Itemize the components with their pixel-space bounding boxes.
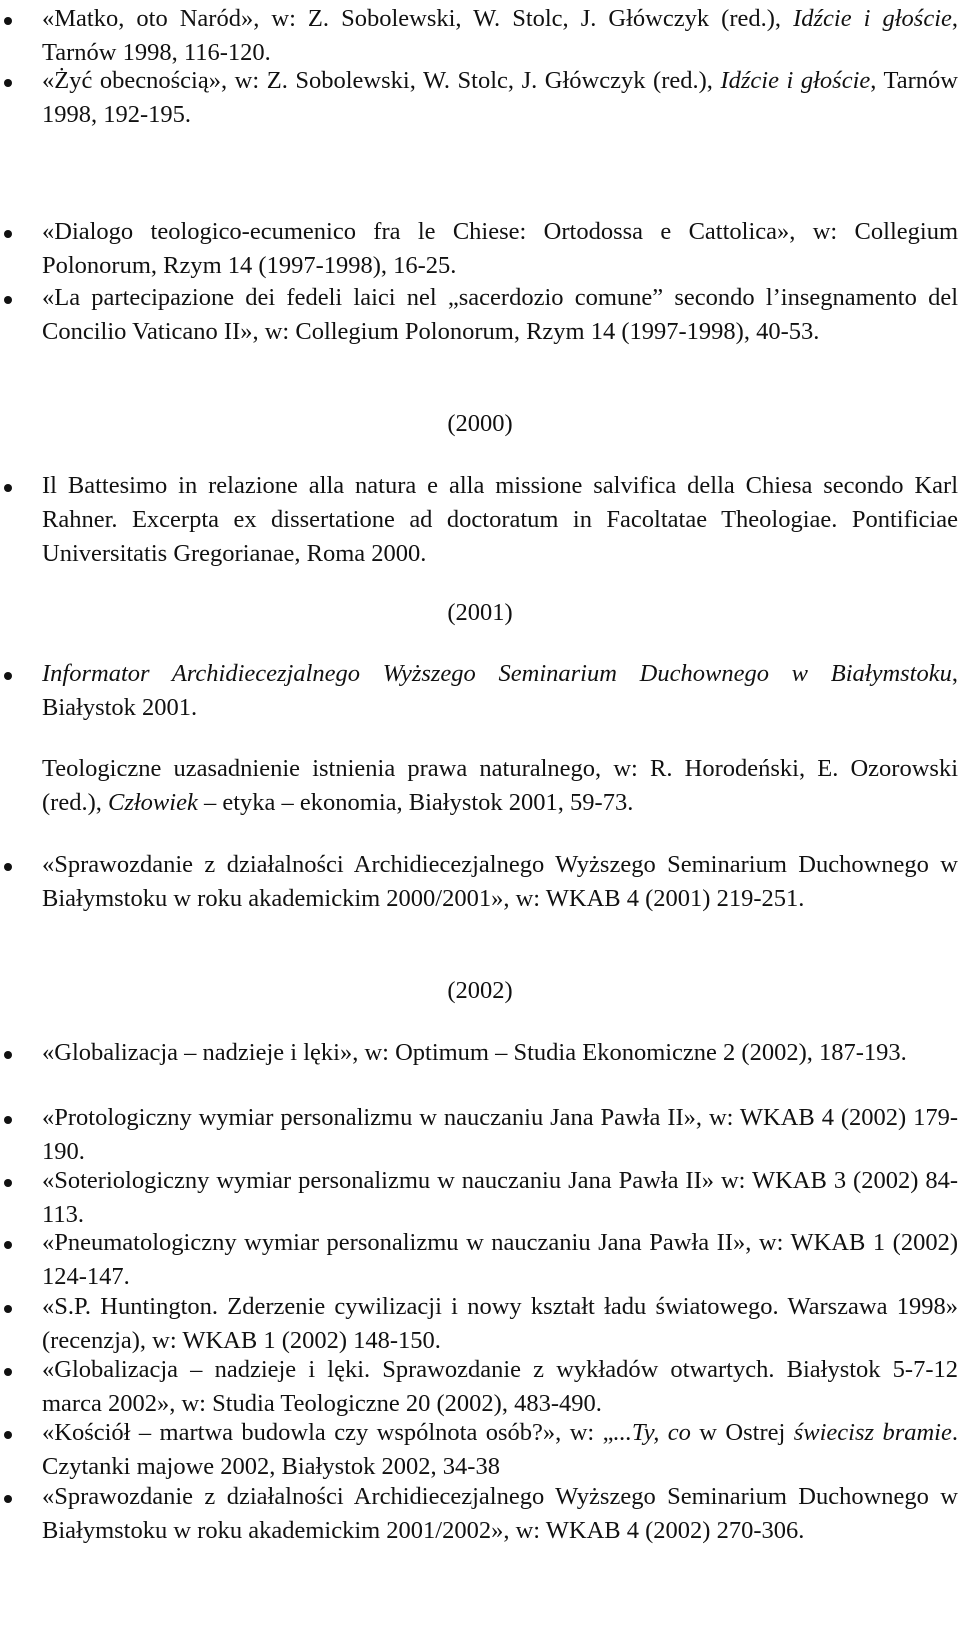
year-heading-2000: (2000) bbox=[447, 410, 513, 437]
list-item bbox=[0, 1164, 960, 1232]
entry-text: «Sprawozdanie z działalności Archidiecezjalnego Wyższego Seminarium Duchownego w Białymstoku w roku akademickim 2001/2002», w: WKAB 4 (2002) 270-306. bbox=[42, 1483, 958, 1544]
bullet-icon bbox=[4, 484, 12, 492]
list-item bbox=[0, 1353, 960, 1421]
year-heading-2001: (2001) bbox=[447, 599, 513, 626]
list-item bbox=[0, 848, 960, 916]
list-item bbox=[0, 1416, 960, 1484]
entry-text: Informator Archidiecezjalnego Wyższego Seminarium Duchownego w Białymstoku, Białystok 2001. bbox=[42, 660, 958, 721]
year-heading-2002: (2002) bbox=[447, 977, 513, 1004]
entry-text: «Globalizacja – nadzieje i lęki», w: Optimum – Studia Ekonomiczne 2 (2002), 187-193. bbox=[42, 1039, 907, 1066]
bullet-icon bbox=[4, 1495, 12, 1503]
entry-text: «Dialogo teologico-ecumenico fra le Chiese: Ortodossa e Cattolica», w: Collegium Polonorum, Rzym 14 (1997-1998), 16-25. bbox=[42, 218, 958, 279]
list-item bbox=[0, 657, 960, 725]
bullet-icon bbox=[4, 17, 12, 25]
bullet-icon bbox=[4, 79, 12, 87]
bullet-icon bbox=[4, 1116, 12, 1124]
list-item bbox=[0, 1226, 960, 1294]
entry-text: «Matko, oto Naród», w: Z. Sobolewski, W. Stolc, J. Główczyk (red.), Idźcie i głoście, Tarnów 1998, 116-120. bbox=[42, 5, 958, 66]
entry-text: «Protologiczny wymiar personalizmu w nauczaniu Jana Pawła II», w: WKAB 4 (2002) 179-190. bbox=[42, 1104, 958, 1165]
entry-text: «Globalizacja – nadzieje i lęki. Sprawozdanie z wykładów otwartych. Białystok 5-7-12 marca 2002», w: Studia Teologiczne 20 (2002), 483-490. bbox=[42, 1356, 958, 1417]
bullet-icon bbox=[4, 1241, 12, 1249]
bullet-icon bbox=[4, 1051, 12, 1059]
list-item bbox=[0, 1036, 960, 1070]
list-item bbox=[0, 1101, 960, 1169]
entry-text: «S.P. Huntington. Zderzenie cywilizacji i nowy kształt ładu światowego. Warszawa 1998» (recenzja), w: WKAB 1 (2002) 148-150. bbox=[42, 1293, 958, 1354]
bullet-icon bbox=[4, 1368, 12, 1376]
bullet-icon bbox=[4, 230, 12, 238]
list-item bbox=[0, 1480, 960, 1548]
bullet-icon bbox=[4, 672, 12, 680]
bullet-icon bbox=[4, 1431, 12, 1439]
entry-text: «Pneumatologiczny wymiar personalizmu w nauczaniu Jana Pawła II», w: WKAB 1 (2002) 124-147. bbox=[42, 1229, 958, 1290]
bullet-icon bbox=[4, 863, 12, 871]
list-item bbox=[0, 215, 960, 283]
entry-text: «Kościół – martwa budowla czy wspólnota osób?», w: „...Ty, co w Ostrej świecisz bramie. Czytanki majowe 2002, Białystok 2002, 34-38 bbox=[42, 1419, 958, 1480]
list-item bbox=[0, 2, 960, 70]
list-item bbox=[0, 64, 960, 132]
list-item bbox=[0, 469, 960, 571]
entry-text: Teologiczne uzasadnienie istnienia prawa naturalnego, w: R. Horodeński, E. Ozorowski (red.), Człowiek – etyka – ekonomia, Białystok 2001, 59-73. bbox=[42, 755, 958, 816]
entry-text: «Soteriologiczny wymiar personalizmu w nauczaniu Jana Pawła II» w: WKAB 3 (2002) 84-113. bbox=[42, 1167, 958, 1228]
bullet-icon bbox=[4, 1305, 12, 1313]
list-item bbox=[0, 1290, 960, 1358]
entry-text: Il Battesimo in relazione alla natura e alla missione salvifica della Chiesa secondo Karl Rahner. Excerpta ex dissertatione ad doctoratum in Facoltatae Theologiae. Pontificiae Universitatis Gregorianae, Roma 2000. bbox=[42, 472, 958, 567]
entry-text: «La partecipazione dei fedeli laici nel „sacerdozio comune” secondo l’insegnamento del Concilio Vaticano II», w: Collegium Polonorum, Rzym 14 (1997-1998), 40-53. bbox=[42, 284, 958, 345]
bullet-icon bbox=[4, 1179, 12, 1187]
entry-text: «Sprawozdanie z działalności Archidiecezjalnego Wyższego Seminarium Duchownego w Białymstoku w roku akademickim 2000/2001», w: WKAB 4 (2001) 219-251. bbox=[42, 851, 958, 912]
list-item bbox=[0, 281, 960, 349]
entry-text: «Żyć obecnością», w: Z. Sobolewski, W. Stolc, J. Główczyk (red.), Idźcie i głoście, Tarnów 1998, 192-195. bbox=[42, 67, 959, 128]
bullet-icon bbox=[4, 296, 12, 304]
